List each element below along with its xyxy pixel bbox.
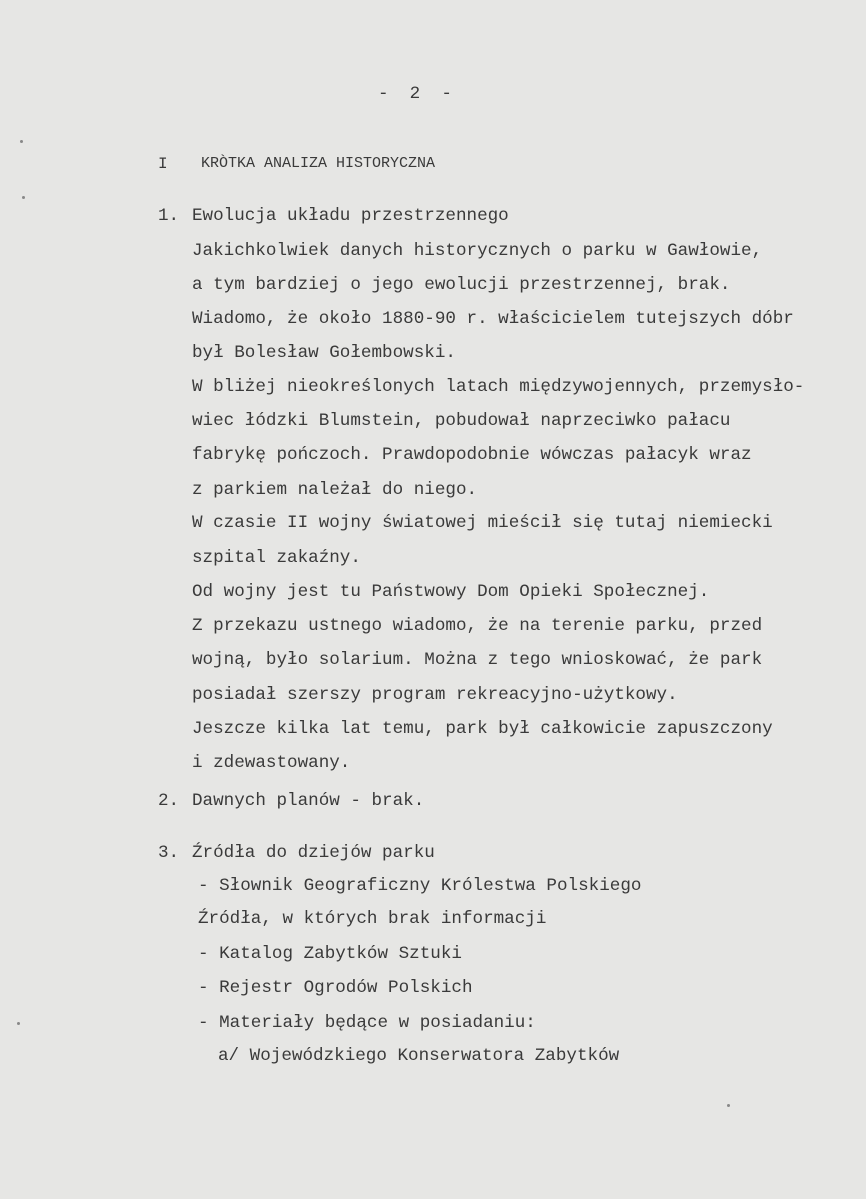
body-line: Od wojny jest tu Państwowy Dom Opieki Społecznej.	[192, 582, 710, 602]
body-line: W bliżej nieokreślonych latach międzywojennych, przemysło-	[192, 377, 805, 397]
body-line: Wiadomo, że około 1880-90 r. właścicielem tutejszych dóbr	[192, 309, 794, 329]
body-line: szpital zakaźny.	[192, 548, 361, 568]
body-line: Jeszcze kilka lat temu, park był całkowicie zapuszczony	[192, 719, 773, 739]
body-line: fabrykę pończoch. Prawdopodobnie wówczas pałacyk wraz	[192, 445, 752, 465]
body-line: wojną, było solarium. Można z tego wnioskować, że park	[192, 650, 763, 670]
page-number: - 2 -	[378, 84, 452, 104]
source-line: - Materiały będące w posiadaniu:	[198, 1013, 536, 1033]
body-line: z parkiem należał do niego.	[192, 480, 478, 500]
item-heading: Ewolucja układu przestrzennego	[192, 206, 509, 226]
paper-speck	[727, 1104, 730, 1107]
item-number: 2.	[158, 791, 180, 811]
source-line: a/ Wojewódzkiego Konserwatora Zabytków	[218, 1046, 620, 1066]
item-heading: Dawnych planów - brak.	[192, 791, 425, 811]
body-line: a tym bardziej o jego ewolucji przestrzennej, brak.	[192, 275, 731, 295]
body-line: był Bolesław Gołembowski.	[192, 343, 456, 363]
paper-speck	[17, 1022, 20, 1025]
item-heading: Źródła do dziejów parku	[192, 843, 435, 863]
source-line: Źródła, w których brak informacji	[198, 909, 547, 929]
item-number: 3.	[158, 843, 180, 863]
body-line: W czasie II wojny światowej mieścił się tutaj niemiecki	[192, 513, 773, 533]
source-line: - Rejestr Ogrodów Polskich	[198, 978, 473, 998]
paper-speck	[22, 196, 25, 199]
body-line: wiec łódzki Blumstein, pobudował naprzeciwko pałacu	[192, 411, 731, 431]
body-line: Jakichkolwiek danych historycznych o parku w Gawłowie,	[192, 241, 763, 261]
body-line: i zdewastowany.	[192, 753, 351, 773]
item-number: 1.	[158, 206, 180, 226]
section-numeral: I	[158, 155, 168, 173]
section-title: KRÒTKA ANALIZA HISTORYCZNA	[201, 155, 436, 172]
paper-speck	[20, 140, 23, 143]
source-line: - Katalog Zabytków Sztuki	[198, 944, 462, 964]
body-line: Z przekazu ustnego wiadomo, że na terenie parku, przed	[192, 616, 763, 636]
source-line: - Słownik Geograficzny Królestwa Polskiego	[198, 876, 642, 896]
body-line: posiadał szerszy program rekreacyjno-użytkowy.	[192, 685, 678, 705]
